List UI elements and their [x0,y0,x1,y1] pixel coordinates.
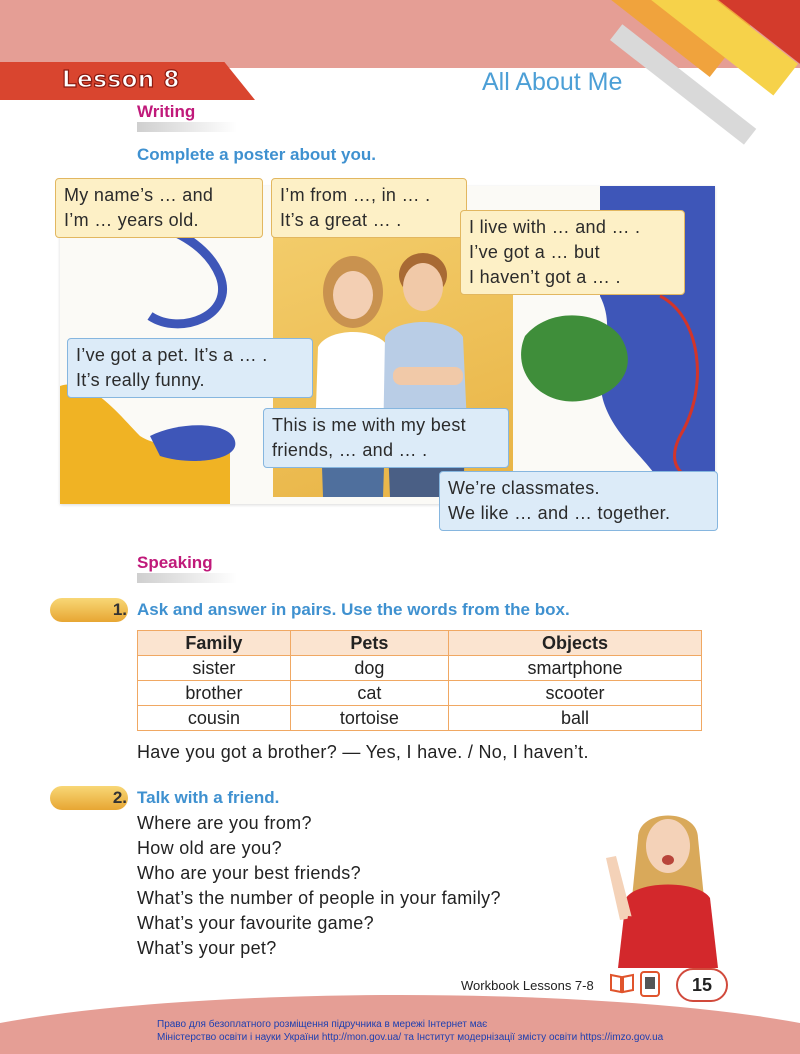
exercise-2-number: 2. [112,788,127,807]
copyright-disclaimer [157,1018,677,1044]
girl2-arm-left [606,856,632,920]
table-row [138,681,702,706]
question-item: Who are your best friends? [137,863,361,883]
table-cell: sister [138,656,291,681]
speaking-heading-bar [137,573,237,583]
bubble-live-with: I live with … and … . I’ve got a … but I haven’t got a … . [460,210,685,295]
question-list [137,813,597,963]
girl-illustration [598,808,738,968]
page-number: 15 [676,968,728,1002]
bubble-name-age: My name’s … and I’m … years old. [55,178,263,238]
table-cell: ball [448,706,701,731]
question-item: Where are you from? [137,813,312,833]
girl-face [333,271,373,319]
table-cell: scooter [448,681,701,706]
table-cell: smartphone [448,656,701,681]
speaking-heading: Speaking [137,553,213,572]
table-header-objects: Objects [448,631,701,656]
disclaimer-line-2: Міністерство освіти і науки України http://mon.gov.ua/ та Інститут модернізації змісту освіти https://imzo.gov.ua [157,1032,664,1043]
workbook-book-icon [610,972,634,994]
question-item: What’s your favourite game? [137,913,374,933]
bubble-pet: I’ve got a pet. It’s a … . It’s really funny. [67,338,313,398]
word-box-table [137,630,702,731]
exercise-1-example: Have you got a brother? — Yes, I have. / No, I haven’t. [137,742,589,762]
disclaimer-line-1: Право для безоплатного розміщення підручника в мережі Інтернет має [157,1019,488,1030]
workbook-reference: Workbook Lessons 7-8 [461,978,594,993]
exercise-1-number: 1. [112,600,127,619]
writing-heading-bar [137,122,237,132]
table-header-row [138,631,702,656]
table-header-family: Family [138,631,291,656]
writing-task: Complete a poster about you. [137,145,376,164]
poster-green-blob [521,315,628,401]
boy-crossed-arms [393,367,463,385]
table-cell: cat [290,681,448,706]
question-item: What’s the number of people in your family? [137,888,501,908]
table-header-pets: Pets [290,631,448,656]
bubble-classmates: We’re classmates. We like … and … together. [439,471,718,531]
poster-blue-blob-left [150,425,235,461]
lesson-label: Lesson 8 [62,67,180,93]
tablet-icon [640,971,660,997]
table-row [138,706,702,731]
girl-photo [598,808,738,968]
table-cell: cousin [138,706,291,731]
exercise-1-instruction: Ask and answer in pairs. Use the words from the box. [137,600,570,619]
topic-title: All About Me [482,68,623,96]
girl2-mouth [662,855,674,865]
table-row [138,656,702,681]
question-item: What’s your pet? [137,938,277,958]
table-cell: brother [138,681,291,706]
table-cell: tortoise [290,706,448,731]
boy-face [403,263,443,311]
question-item: How old are you? [137,838,282,858]
table-cell: dog [290,656,448,681]
exercise-2-instruction: Talk with a friend. [137,788,280,807]
bubble-from: I’m from …, in … . It’s a great … . [271,178,467,238]
bubble-best-friends: This is me with my best friends, … and … . [263,408,509,468]
writing-heading: Writing [137,102,196,121]
